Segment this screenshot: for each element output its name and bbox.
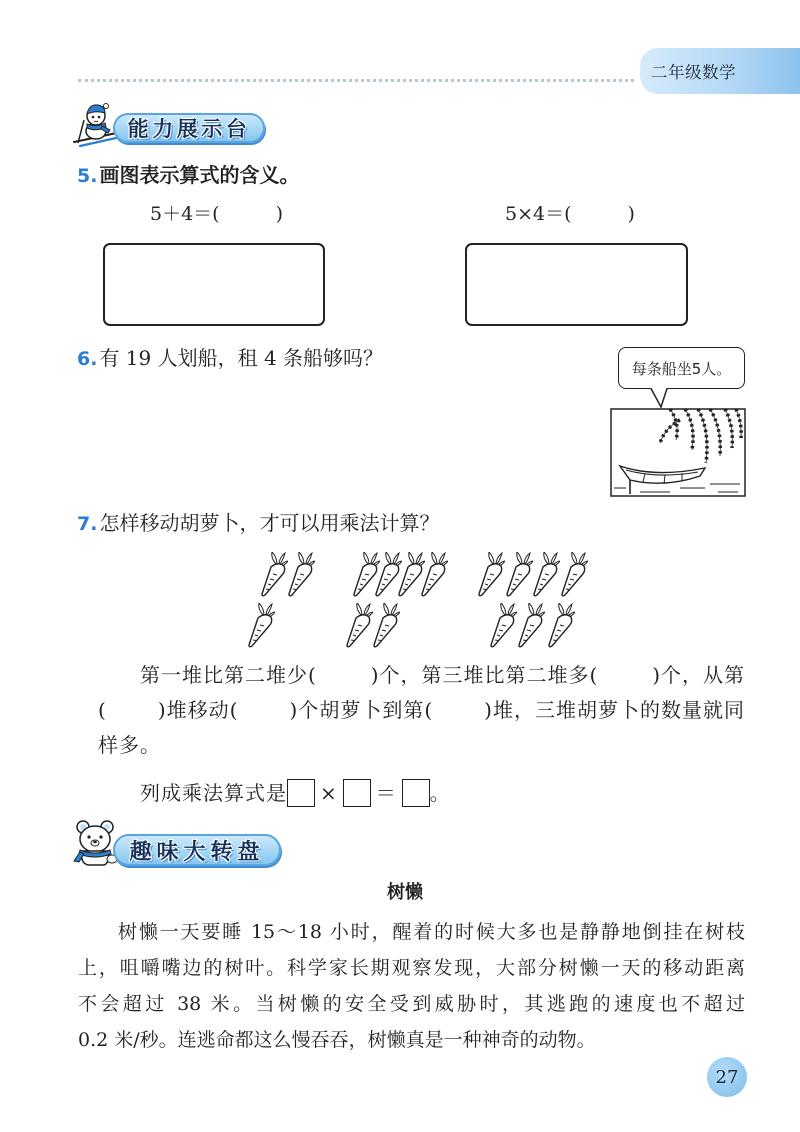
grade-tab — [640, 48, 800, 94]
multiplication-formula — [140, 778, 451, 808]
question-6 — [77, 345, 383, 372]
speech-bubble — [618, 347, 745, 389]
section-title: 能力展示台 — [127, 117, 251, 141]
expression-multiplication — [505, 200, 635, 227]
answer-blank[interactable] — [598, 662, 652, 682]
answer-blank[interactable] — [238, 697, 289, 717]
answer-blank[interactable] — [107, 697, 158, 717]
question-number: 5. — [77, 165, 98, 187]
expression-text: 5×4＝( — [505, 203, 572, 225]
expression-close: ) — [275, 203, 284, 225]
section-title: 趣味大转盘 — [129, 839, 265, 865]
question-number: 7. — [77, 513, 98, 535]
fill-line-3 — [98, 732, 161, 758]
formula-end: 。 — [429, 781, 451, 805]
question-text: 怎样移动胡萝卜，才可以用乘法计算？ — [99, 511, 440, 535]
answer-box-factor-2[interactable] — [343, 779, 371, 807]
fill-text: 第一堆比第二堆少( — [140, 663, 317, 687]
fill-text: )堆移动( — [157, 698, 239, 722]
carrot-icon — [289, 552, 315, 596]
fill-text: )堆，三堆胡萝卜的数量就同 — [484, 698, 745, 722]
question-text: 画图表示算式的含义。 — [99, 163, 300, 187]
header-dotted-rule — [78, 79, 634, 82]
expression-addition — [150, 200, 283, 227]
expression-text: 5＋4＝( — [150, 203, 220, 225]
speech-bubble-tail — [645, 386, 675, 410]
carrot-icon — [479, 552, 505, 596]
fill-line-2 — [98, 697, 745, 723]
page-number-badge — [707, 1057, 747, 1097]
fill-text: 样多。 — [98, 733, 161, 757]
carrot-icon — [376, 552, 402, 596]
answer-box-product[interactable] — [402, 779, 430, 807]
question-number: 6. — [77, 348, 98, 370]
section-header-fun — [113, 834, 281, 866]
drawing-box-addition[interactable] — [103, 243, 325, 326]
page-number: 27 — [715, 1066, 739, 1088]
carrot-icon — [262, 552, 288, 596]
question-7 — [77, 510, 439, 537]
answer-blank[interactable] — [220, 200, 276, 220]
speech-bubble-text: 每条船坐5人。 — [631, 359, 732, 378]
drawing-box-multiplication[interactable] — [465, 243, 688, 326]
answer-blank[interactable] — [317, 662, 371, 682]
carrot-piles — [230, 545, 610, 655]
fill-text: )个胡萝卜到第( — [289, 698, 434, 722]
carrot-icon — [549, 603, 575, 647]
carrot-icon — [519, 603, 545, 647]
fill-line-1 — [140, 662, 745, 688]
carrot-pile-2 — [347, 552, 448, 647]
expression-close: ) — [627, 203, 635, 225]
answer-blank[interactable] — [572, 200, 628, 220]
reading-title: 树懒 — [387, 882, 423, 903]
carrot-icon — [374, 603, 400, 647]
fill-text: ( — [98, 698, 107, 722]
carrot-icon — [422, 552, 448, 596]
answer-blank[interactable] — [433, 697, 484, 717]
reading-line: 0.2 米/秒。连逃命都这么慢吞吞，树懒真是一种神奇的动物。 — [78, 1029, 596, 1051]
reading-line: 树懒一天要睡 15～18 小时，醒着的时候大多也是静静地倒挂在树枝 — [118, 921, 745, 943]
times-sign: × — [320, 781, 338, 805]
boat-illustration — [610, 408, 746, 497]
reading-line: 不会超过 38 米。当树懒的安全受到威胁时，其逃跑的速度也不超过 — [78, 993, 745, 1015]
carrot-pile-1 — [249, 552, 315, 647]
question-text: 有 19 人划船，租 4 条船够吗？ — [99, 346, 384, 370]
carrot-icon — [562, 552, 588, 596]
equals-sign: ＝ — [375, 781, 397, 805]
carrot-icon — [534, 552, 560, 596]
carrot-icon — [354, 552, 380, 596]
answer-box-factor-1[interactable] — [287, 779, 315, 807]
fill-text: )个，第三堆比第二堆多( — [370, 663, 599, 687]
carrot-icon — [249, 603, 275, 647]
question-5 — [77, 162, 299, 189]
formula-prefix: 列成乘法算式是 — [140, 781, 287, 805]
reading-line: 上，咀嚼嘴边的树叶。科学家长期观察发现，大部分树懒一天的移动距离 — [78, 957, 745, 979]
carrot-icon — [491, 603, 517, 647]
fill-text: )个，从第 — [652, 663, 746, 687]
section-header-ability — [113, 113, 265, 143]
carrot-icon — [507, 552, 533, 596]
grade-tab-label: 二年级数学 — [651, 63, 736, 82]
carrot-icon — [347, 603, 373, 647]
carrot-pile-3 — [479, 552, 588, 647]
carrot-icon — [399, 552, 425, 596]
